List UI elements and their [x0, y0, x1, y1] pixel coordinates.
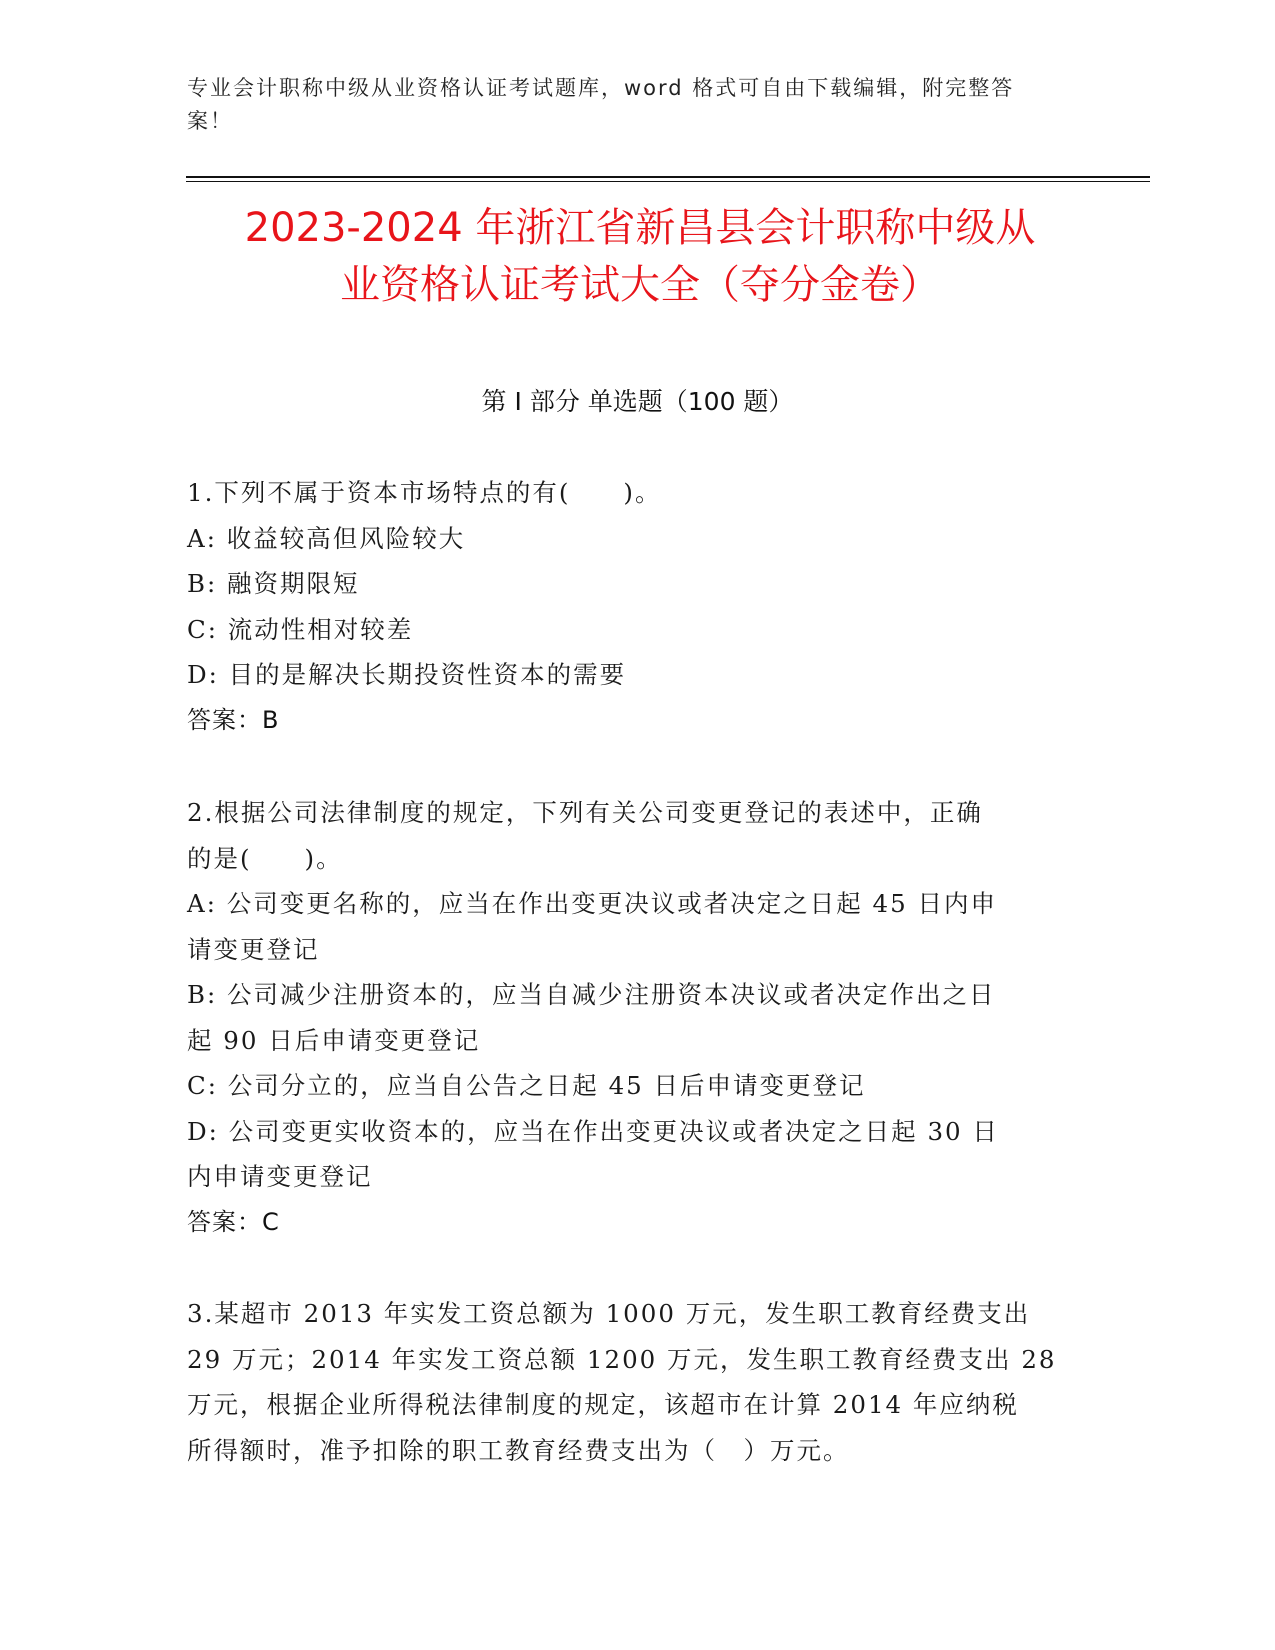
- header-note-line: 案！: [187, 109, 233, 133]
- question-stem: 29 万元；2014 年实发工资总额 1200 万元，发生职工教育经费支出 28: [187, 1344, 1057, 1374]
- option-c: C: 公司分立的，应当自公告之日起 45 日后申请变更登记: [187, 1071, 866, 1100]
- question-3: [187, 1291, 1077, 1473]
- answer: 答案：C: [187, 1207, 280, 1236]
- header-note-line: 专业会计职称中级从业资格认证考试题库，word 格式可自由下载编辑，附完整答: [187, 76, 1015, 100]
- option-b: 起 90 日后申请变更登记: [187, 1025, 481, 1055]
- question-stem: 所得额时，准予扣除的职工教育经费支出为（ ）万元。: [187, 1435, 850, 1465]
- option-a: A: 收益较高但风险较大: [187, 523, 466, 553]
- document-title-line: 2023-2024 年浙江省新昌县会计职称中级从: [244, 205, 1036, 251]
- question-2: [187, 790, 1077, 1245]
- header-divider-thin: [186, 181, 1150, 182]
- document-title: [130, 200, 1150, 314]
- option-b: B: 融资期限短: [187, 569, 360, 598]
- option-d: D: 公司变更实收资本的，应当在作出变更决议或者决定之日起 30 日: [187, 1116, 999, 1146]
- option-d: 内申请变更登记: [187, 1162, 373, 1191]
- question-stem: 3.某超市 2013 年实发工资总额为 1000 万元，发生职工教育经费支出: [187, 1299, 1031, 1328]
- header-divider: [186, 176, 1150, 178]
- section-title: 第 I 部分 单选题（100 题）: [481, 387, 794, 416]
- option-c: C: 流动性相对较差: [187, 614, 414, 644]
- question-1: [187, 470, 1077, 743]
- document-title-line: 业资格认证考试大全（夺分金卷）: [340, 262, 940, 308]
- question-stem: 的是( )。: [187, 843, 343, 873]
- question-stem: 1.下列不属于资本市场特点的有( )。: [187, 478, 662, 507]
- option-a: A: 公司变更名称的，应当在作出变更决议或者决定之日起 45 日内申: [187, 889, 997, 918]
- option-b: B: 公司减少注册资本的，应当自减少注册资本决议或者决定作出之日: [187, 980, 996, 1009]
- question-stem: 万元，根据企业所得税法律制度的规定，该超市在计算 2014 年应纳税: [187, 1390, 1019, 1419]
- option-a: 请变更登记: [187, 934, 320, 964]
- answer: 答案：B: [187, 705, 280, 734]
- header-note: [187, 72, 1062, 138]
- option-d: D: 目的是解决长期投资性资本的需要: [187, 660, 627, 689]
- question-stem: 2.根据公司法律制度的规定，下列有关公司变更登记的表述中，正确: [187, 798, 983, 827]
